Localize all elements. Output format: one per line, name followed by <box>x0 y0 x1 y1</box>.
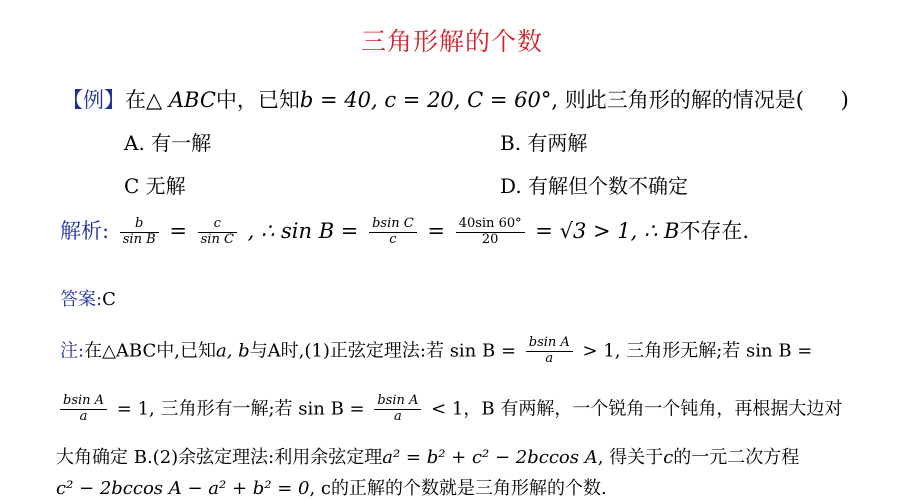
answer-label: 答案: <box>60 289 103 310</box>
fraction-bsinA-a <box>60 394 107 425</box>
note-text: 与A时,(1)正弦定理法:若 sin B = <box>249 340 517 362</box>
fraction-denominator: a <box>79 408 88 424</box>
fraction-bsinA-a <box>374 394 421 425</box>
fraction-40sin60-20 <box>456 217 525 248</box>
equals-sign: = <box>169 219 187 243</box>
fraction-bsinC-c <box>369 217 417 248</box>
triangle-name: ABC <box>168 88 216 112</box>
therefore-sinB: , ∴ sin B = <box>247 219 359 243</box>
fraction-numerator: bsin C <box>369 217 417 233</box>
example-mid: 中，已知 <box>215 88 300 112</box>
solution-label: 解析: <box>60 219 110 243</box>
note-text: < 1，B 有两解，一个锐角一个钝角，再根据大边对 <box>431 398 843 420</box>
fraction-numerator: c <box>198 217 237 233</box>
note-line-4 <box>56 474 607 500</box>
fraction-c-sinC <box>198 217 237 248</box>
example-pre: 在△ <box>125 88 163 112</box>
note-math: c <box>663 447 674 468</box>
example-post: , 则此三角形的解的情况是( <box>551 88 804 112</box>
note-text: 的一元二次方程 <box>673 447 800 468</box>
option-b: B. 有两解 <box>500 131 588 155</box>
option-c: C 无解 <box>124 174 186 198</box>
note-line-3 <box>56 443 799 469</box>
fraction-numerator: 40sin 60° <box>456 217 525 233</box>
example-close: ) <box>840 88 849 112</box>
cosine-law: a² = b² + c² − 2bccos A <box>382 447 598 468</box>
quadratic-equation: c² − 2bccos A − a² + b² = 0 <box>56 478 310 499</box>
fraction-numerator: bsin A <box>526 336 573 352</box>
answer <box>60 285 116 311</box>
note-line-2 <box>56 394 842 425</box>
answer-value: C <box>102 289 116 310</box>
note-text: > 1, 三角形无解;若 sin B = <box>582 340 813 362</box>
note-text: , 得关于 <box>597 447 664 468</box>
fraction-denominator: a <box>393 408 402 424</box>
example-tag: 【例】 <box>62 88 125 112</box>
fraction-denominator: 20 <box>481 232 499 247</box>
example-question <box>62 84 849 114</box>
fraction-numerator: bsin A <box>374 394 421 410</box>
solution-tail: 不存在. <box>679 219 750 243</box>
note-label: 注: <box>60 340 85 362</box>
solution <box>60 215 749 248</box>
fraction-bsinA-a <box>526 336 573 367</box>
note-math: a, b <box>215 340 250 362</box>
example-conditions: b = 40, c = 20, C = 60° <box>299 88 552 112</box>
fraction-numerator: b <box>120 217 159 233</box>
equals-sign: = <box>427 219 445 243</box>
solution-result: = √3 > 1, ∴ B <box>535 219 680 243</box>
note-text: = 1, 三角形有一解;若 sin B = <box>116 398 365 420</box>
option-d: D. 有解但个数不确定 <box>500 174 689 198</box>
fraction-denominator: a <box>545 350 554 366</box>
fraction-b-sinB <box>120 217 159 248</box>
page-title: 三角形解的个数 <box>360 27 543 56</box>
note-text: 在△ABC中,已知 <box>84 340 216 362</box>
note-text: , c的正解的个数就是三角形解的个数. <box>309 478 607 499</box>
option-a: A. 有一解 <box>124 131 212 155</box>
fraction-denominator: c <box>389 232 397 247</box>
fraction-denominator: sin B <box>122 232 156 247</box>
note-text: 大角确定 B.(2)余弦定理法:利用余弦定理 <box>56 447 383 468</box>
fraction-numerator: bsin A <box>60 394 107 410</box>
fraction-denominator: sin C <box>200 232 234 247</box>
note-line-1 <box>60 336 812 367</box>
